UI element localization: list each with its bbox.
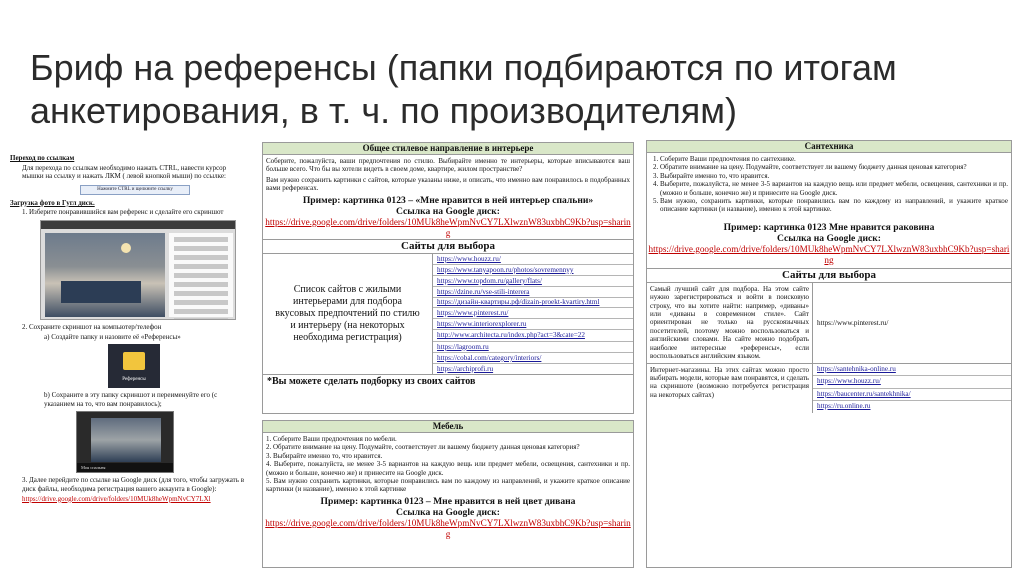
step-2b: b) Сохраните в эту папку скриншот и переименуйте его (с указанием на то, что вам понравилось); <box>44 391 218 408</box>
screenshot-caption: Моя спальня <box>77 463 173 472</box>
plumbing-item: 3. Выбирайте именно то, что нравится. <box>660 172 1008 180</box>
furniture-item: 4. Выберите, пожалуйста, не менее 3-5 вариантов на каждую вещь или предмет мебели, освещения, сантехники и пр. (можно и больше, конечно же) и принесите на Google диск. <box>266 460 630 477</box>
site-link[interactable]: https://www.houzz.ru/ <box>433 254 633 265</box>
style-drive-label: Ссылка на Google диск: <box>395 205 500 217</box>
site-link[interactable]: https://дизайн-квартиры.рф/dizain-proekt-kvartiry.html <box>433 298 633 308</box>
shop-link[interactable]: https://baucenter.ru/santekhnika/ <box>813 389 1011 402</box>
renamed-screenshot <box>76 411 174 473</box>
furniture-item: 1. Соберите Ваши предпочтения по мебели. <box>266 435 397 443</box>
style-sites-header: Сайты для выбора <box>263 239 633 254</box>
plumbing-table <box>646 140 1012 568</box>
style-table <box>262 142 634 414</box>
links-text: Для перехода по ссылкам необходимо нажать CTRL, навести курсор мышки на ссылку и нажать ЛКМ ( левой кнопкой мыши) по ссылке: <box>22 163 227 181</box>
plumbing-example: Пример: картинка 0123 Мне нравится раковина <box>723 221 935 233</box>
plumbing-drive-link[interactable]: https://drive.google.com/drive/folders/10MUk8heWpmNvCY7LXlwznW83uxbhC9Kb?usp=sharing <box>648 243 1010 265</box>
plumbing-item: 5. Вам нужно, сохранить картинки, которые понравились вам по каждому из направлений, и укажите краткое описание картинки (и название), именно к этой картинке. <box>660 197 1008 214</box>
plumbing-item: 2. Обратите внимание на цену. Подумайте, соответствует ли вашему бюджету данная ценовая категория? <box>660 163 1008 171</box>
furniture-drive-label: Ссылка на Google диск: <box>395 506 500 518</box>
plumbing-table-header: Сантехника <box>647 141 1011 153</box>
slide-title: Бриф на референсы (папки подбираются по итогам анкетирования, в т. ч. по производителям) <box>30 47 897 131</box>
pinterest-link[interactable]: https://www.pinterest.ru/ <box>817 318 889 327</box>
site-link[interactable]: https://www.tanyapoon.ru/photos/sovremennyy <box>433 265 633 276</box>
site-link[interactable]: https://lagroom.ru <box>433 342 633 353</box>
site-link[interactable]: https://cobal.com/category/interiors/ <box>433 353 633 364</box>
step-2a: а) Создайте папку и назовите её «Референсы» <box>44 332 181 341</box>
furniture-example: Пример: картинка 0123 – Мне нравится в ней цвет дивана <box>320 495 576 507</box>
step-3-drive-link[interactable]: https://drive.google.com/drive/folders/10MUk8heWpmNvCY7LXl <box>22 494 211 503</box>
upload-heading: Загрузка фото в Гугл диск. <box>10 198 95 207</box>
furniture-item: 2. Обратите внимание на цену. Подумайте, соответствует ли вашему бюджету данная ценовая категория? <box>266 443 580 452</box>
furniture-drive-link[interactable]: https://drive.google.com/drive/folders/10MUk8heWpmNvCY7LXlwznW83uxbhC9Kb?usp=sharing <box>265 517 631 539</box>
step-2: 2. Сохраните скриншот на компьютер/телефон <box>22 322 162 331</box>
pinterest-description: Самый лучший сайт для подбора. На этом сайте нужно зарегистрироваться и войти в поисковую строку, что вы хотите найти: например, «диваны» или «диваны в современном стиле». Сайт ориентирован не только на русскоязычных посетителей, поэтому можно воспользоваться и английскими словами. На сайте можно подобрать наиболее интересные «референсы», если воспользоваться английским языком. <box>647 283 813 363</box>
links-heading: Переход по ссылкам <box>10 154 75 162</box>
instructions-document <box>10 152 248 524</box>
folder-icon <box>108 344 160 388</box>
step-3: 3. Далее перейдите по ссылке на Google диск (для того, чтобы загружать в диск файлы, необходима регистрация вашего аккаунта в Google): <box>22 476 244 493</box>
shop-link[interactable]: https://www.houzz.ru/ <box>813 376 1011 389</box>
style-footnote: *Вы можете сделать подборку из своих сайтов <box>263 374 633 388</box>
sites-description: Список сайтов с жилыми интерьерами для подбора вкусовых предпочтений по стилю и интерьеру (на некоторых необходима регистрация) <box>263 254 433 375</box>
site-link[interactable]: https://archiprofi.ru <box>437 364 494 373</box>
furniture-item: 3. Выбирайте именно то, что нравится. <box>266 451 383 460</box>
style-example: Пример: картинка 0123 – «Мне нравится в ней интерьер спальни» <box>302 194 594 206</box>
plumbing-item: 4. Выберите, пожалуйста, не менее 3-5 вариантов на каждую вещь или предмет мебели, освещения, сантехники и пр. (можно и больше, конечно же) и принесите на Google диск. <box>660 180 1008 197</box>
shop-link[interactable]: https://santehnika-online.ru <box>813 364 1011 377</box>
furniture-item: 5. Вам нужно сохранить картинки, которые понравились вам по каждому из направлений, и укажите краткое описание картинки (и название), именно к этой картинке <box>266 477 630 494</box>
style-drive-link[interactable]: https://drive.google.com/drive/folders/10MUk8heWpmNvCY7LXlwznW83uxbhC9Kb?usp=sharing <box>265 216 631 238</box>
plumbing-item: 1. Соберите Ваши предпочтения по сантехнике. <box>660 155 1008 163</box>
shops-description: Интернет-магазины. На этих сайтах можно просто выбирать модели, которые вам понравятся, и сделать на скриншоте (возможно потребуется регистрация на некоторых сайтах) <box>647 364 813 413</box>
site-link[interactable]: https://www.pinterest.ru/ <box>433 308 633 319</box>
site-link[interactable]: https://www.interiorexplorer.ru <box>433 319 633 330</box>
style-save-note: Вам нужно сохранить картинки с сайтов, которые указаны ниже, и описать, что именно вам понравилось в подобранных вами референсах. <box>266 175 630 193</box>
furniture-table-header: Мебель <box>263 421 633 433</box>
site-link[interactable]: https://www.topdom.ru/gallery/flats/ <box>433 276 633 287</box>
step-1: 1. Изберите понравившийся вам референс и сделайте его скриншот <box>22 208 224 217</box>
style-table-header: Общее стилевое направление в интерьере <box>263 143 633 155</box>
ctrl-click-button[interactable]: Нажмите CTRL и щелкните ссылку <box>80 185 190 195</box>
plumbing-drive-label: Ссылка на Google диск: <box>776 232 881 244</box>
shop-link[interactable]: https://ru.online.ru <box>817 402 871 410</box>
site-link[interactable]: https://dzine.ru/vse-stili-interera <box>433 287 633 298</box>
site-link[interactable]: http://www.architecta.ru/index.php?act=3&cate=22 <box>433 330 633 341</box>
style-intro: Соберите, пожалуйста, ваши предпочтения по стилю. Выбирайте именно те интерьеры, которые вписываются ваш больше всего. Что бы вы хотели видеть в своем доме, квартире, жилом пространстве? <box>266 157 630 174</box>
interior-screenshot <box>40 220 236 320</box>
furniture-table <box>262 420 634 568</box>
plumbing-sites-header: Сайты для выбора <box>647 268 1011 283</box>
folder-label: Референсы <box>122 376 146 382</box>
